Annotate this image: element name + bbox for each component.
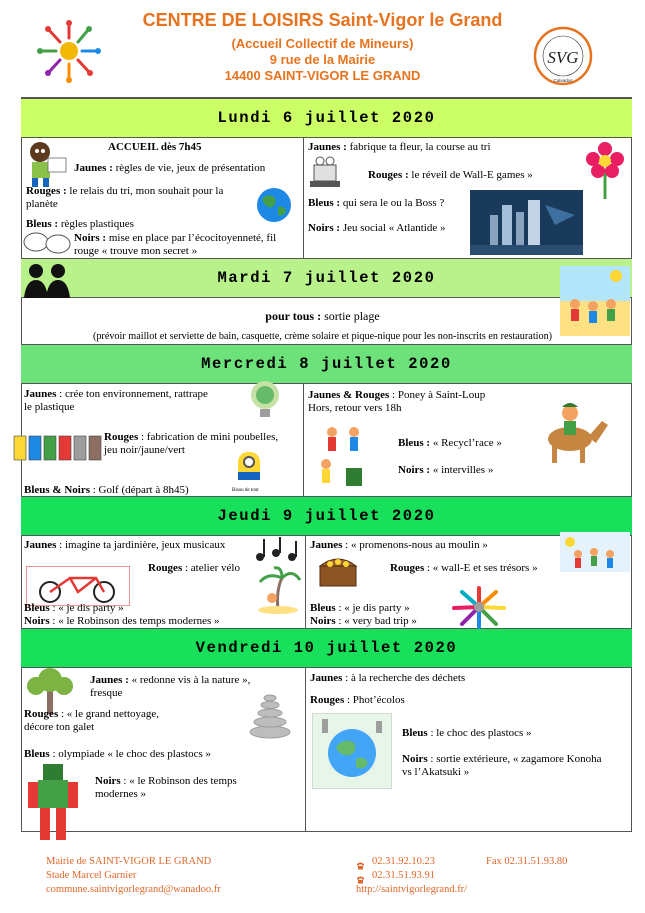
thursday-rouges: Rouges : atelier vélo [148, 562, 240, 574]
speech-bubbles-image [22, 230, 72, 258]
friday-jaunes: Jaunes : « redonne vis à la nature », fresque [90, 674, 251, 699]
friday-r-noirs: Noirs : sortie extérieure, « zagamore Konoha vs l’Akatsuki » [402, 753, 602, 778]
address-line-2: 14400 SAINT-VIGOR LE GRAND [224, 68, 421, 83]
friday-noirs: Noirs : « le Robinson des temps modernes » [95, 775, 237, 800]
monday-rouges: Rouges : le relais du tri, mon souhait pour la planète [26, 185, 224, 210]
day-label: Vendredi 10 juillet 2020 [195, 639, 458, 657]
beach-kids-image [560, 266, 630, 336]
kid-reading-image [24, 140, 68, 188]
atlantis-city-image [470, 190, 583, 255]
column-divider [305, 536, 306, 628]
friday-bleus: Bleus : olympiade « le choc des plastocs » [24, 748, 211, 760]
footer-email[interactable]: commune.saintvigorlegrand@wanadoo.fr [46, 884, 221, 895]
kids-recycling-image [318, 424, 370, 488]
column-divider [305, 668, 306, 832]
minion-image [228, 448, 270, 488]
day-label: Mercredi 8 juillet 2020 [201, 355, 452, 373]
stacked-stones-image [246, 688, 294, 740]
friday-r-rouges: Rouges : Phot’écolos [310, 694, 405, 706]
monday-noirs: Noirs : mise en place par l’écocitoyenneté, fil rouge « trouve mon secret » [74, 232, 277, 257]
footer-fax: Fax 02.31.51.93.80 [486, 856, 568, 867]
monday-r-rouges: Rouges : le réveil de Wall-E games » [368, 169, 533, 181]
pony-rider-image [540, 397, 610, 465]
day-header-tuesday [21, 258, 632, 298]
day-label: Jeudi 9 juillet 2020 [217, 507, 436, 525]
footer-mairie: Mairie de SAINT-VIGOR LE GRAND [46, 856, 212, 867]
tuesday-sortie: pour tous : sortie plage [265, 309, 380, 323]
friday-r-bleus: Bleus : le choc des plastocs » [402, 727, 532, 739]
monday-r-bleus: Bleus : qui sera le ou la Boss ? [308, 197, 445, 209]
wednesday-rouges: Rouges : fabrication de mini poubelles, jeu noir/jaune/vert [104, 431, 279, 456]
colorful-star-people-image [448, 584, 510, 630]
wednesday-r-bleus: Bleus : « Recycl’race » [398, 437, 502, 449]
day-header-wednesday [21, 344, 632, 384]
thursday-jaunes: Jaunes : imagine ta jardinière, jeux musicaux [24, 539, 226, 551]
accueil-time: ACCUEIL dès 7h45 [108, 141, 202, 153]
recycle-bins-image [12, 418, 104, 474]
music-notes-image [252, 533, 300, 565]
footer-phone-2: 02.31.51.93.91 [372, 870, 435, 881]
wednesday-jaunes: Jaunes : crée ton environnement, rattrape le plastique [24, 388, 208, 413]
svg-text:Calvados: Calvados [553, 78, 573, 83]
day-header-monday [21, 98, 632, 138]
day-header-thursday [21, 496, 632, 536]
svg-town-logo [533, 26, 593, 86]
svg-text:SVG: SVG [547, 48, 579, 67]
thursday-bleus: Bleus : « je dis party » [24, 602, 124, 614]
thursday-r-jaunes: Jaunes : « promenons-nous au moulin » [310, 539, 488, 551]
column-divider [303, 384, 304, 496]
robot-walle-image [306, 155, 346, 189]
bicycle-image [26, 566, 130, 606]
wednesday-bleus-noirs: Bleus & Noirs : Golf (départ à 8h45) [24, 484, 189, 496]
monday-r-noirs: Noirs : Jeu social « Atlantide » [308, 222, 446, 234]
friday-r-jaunes: Jaunes : à la recherche des déchets [310, 672, 466, 684]
flower-image [584, 141, 626, 201]
footer-phone-1: 02.31.92.10.23 [372, 856, 435, 867]
eco-earth-image [312, 713, 392, 789]
eco-bulb-image [240, 377, 290, 421]
monday-r-jaunes: Jaunes : fabrique ta fleur, la course au tri [308, 141, 491, 153]
day-header-friday [21, 628, 632, 668]
page-subtitle: (Accueil Collectif de Mineurs) [231, 36, 414, 51]
phone-icon [356, 871, 365, 879]
thursday-r-rouges: Rouges : « wall-E et ses trésors » [390, 562, 538, 574]
monday-jaunes: Jaunes : règles de vie, jeux de présentation [74, 162, 266, 174]
palm-island-image [254, 566, 302, 614]
friday-rouges: Rouges : « le grand nettoyage, décore ton galet [24, 708, 160, 733]
footer-stade: Stade Marcel Garnier [46, 870, 137, 881]
wednesday-r-jaunes-rouges: Jaunes & Rouges : Poney à Saint-Loup Hors, retour vers 18h [308, 389, 486, 414]
silhouettes-image [22, 262, 72, 298]
footer-website[interactable]: http://saintvigorlegrand.fr/ [356, 884, 468, 895]
day-label: Lundi 6 juillet 2020 [217, 109, 436, 127]
day-label: Mardi 7 juillet 2020 [217, 269, 436, 287]
page-title: CENTRE DE LOISIRS Saint-Vigor le Grand [142, 10, 503, 30]
tuesday-note: (prévoir maillot et serviette de bain, casquette, crème solaire et pique-nique pour les non-inscrits en restauration) [92, 331, 553, 342]
thursday-noirs: Noirs : « le Robinson des temps modernes » [24, 615, 220, 627]
kids-playing-image [560, 532, 630, 572]
wednesday-sticker: Bisou de tout [232, 488, 259, 493]
thursday-r-noirs: Noirs : « very bad trip » [310, 615, 417, 627]
earth-globe-image [250, 185, 298, 225]
robot-doll-image [26, 762, 80, 844]
column-divider [303, 138, 304, 258]
phone-icon [356, 857, 365, 865]
wednesday-r-noirs: Noirs : « intervilles » [398, 464, 494, 476]
monday-bleus: Bleus : règles plastiques [26, 218, 134, 230]
address-line-1: 9 rue de la Mairie [269, 52, 376, 67]
treasure-chest-image [316, 552, 360, 588]
thursday-r-bleus: Bleus : « je dis party » [310, 602, 410, 614]
